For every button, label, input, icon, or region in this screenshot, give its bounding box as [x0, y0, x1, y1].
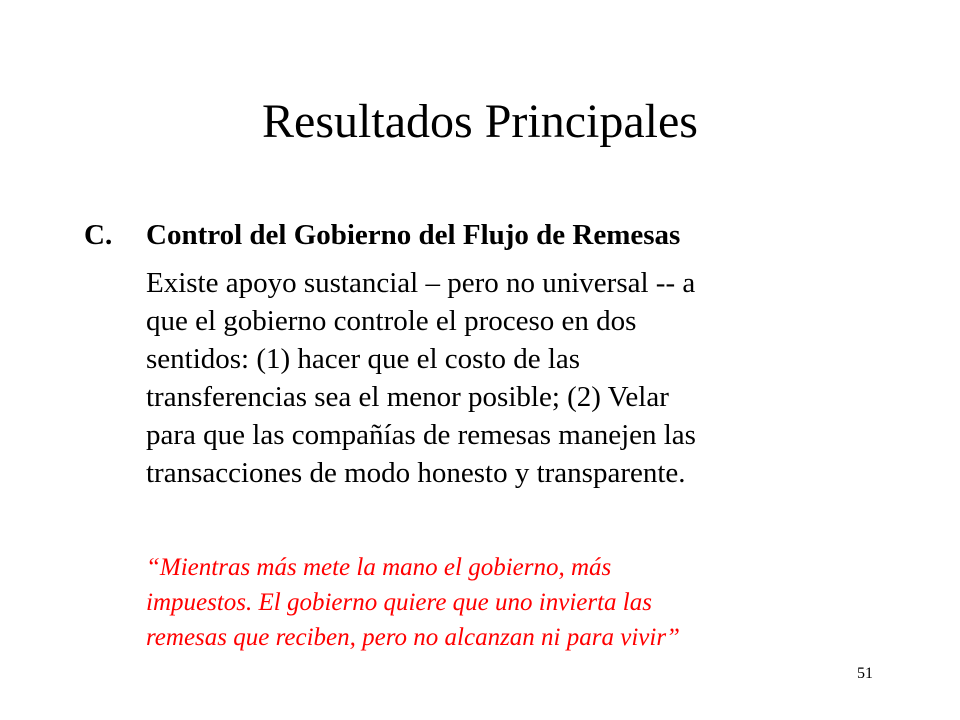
quote-line: impuestos. El gobierno quiere que uno invierta las: [146, 589, 652, 616]
quote-line: “Mientras más mete la mano el gobierno, más: [146, 554, 612, 581]
section-marker: C.: [84, 219, 113, 251]
body-line: Existe apoyo sustancial – pero no universal -- a: [146, 267, 696, 299]
quote-block: [146, 550, 866, 655]
page-number: 51: [857, 665, 873, 682]
body-line: para que las compañías de remesas manejen las: [146, 419, 696, 451]
section-heading: Control del Gobierno del Flujo de Remesas: [146, 219, 681, 251]
quote-line: remesas que reciben, pero no alcanzan ni para vivir”: [146, 624, 680, 651]
body-paragraph: [146, 264, 866, 492]
slide-title: Resultados Principales: [262, 95, 698, 148]
body-line: transferencias sea el menor posible; (2) Velar: [146, 381, 669, 413]
body-line: que el gobierno controle el proceso en dos: [146, 305, 637, 337]
body-line: transacciones de modo honesto y transparente.: [146, 457, 686, 489]
body-line: sentidos: (1) hacer que el costo de las: [146, 343, 581, 375]
